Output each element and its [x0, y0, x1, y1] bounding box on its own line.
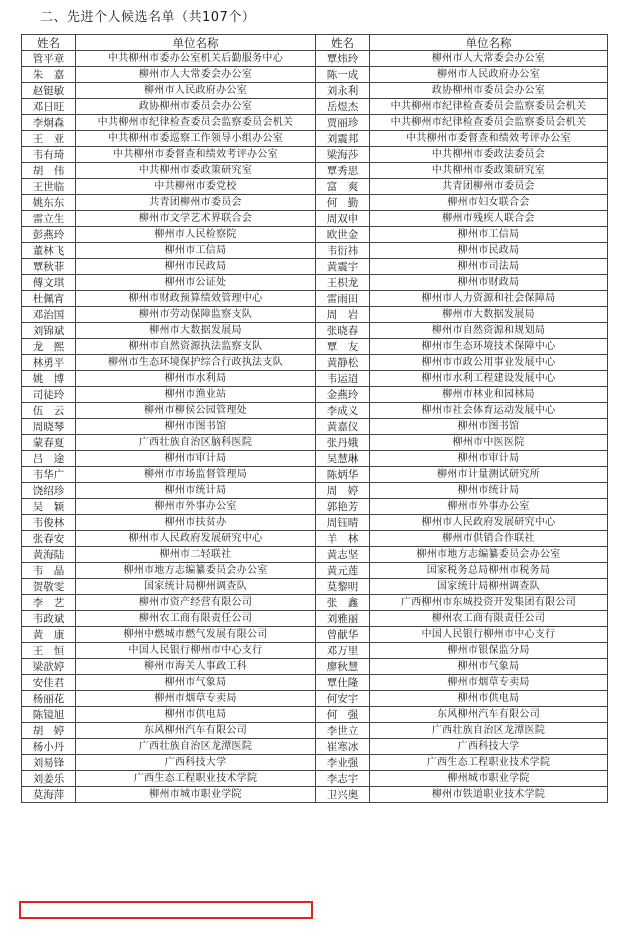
- cell-name-right: 张 鑫: [316, 595, 370, 611]
- cell-name-right: 郭艳芳: [316, 499, 370, 515]
- header-name-right: 姓名: [316, 35, 370, 51]
- cell-org-right: 中共柳州市纪律检查委员会监察委员会机关: [370, 115, 608, 131]
- table-row: [22, 67, 608, 83]
- table-row: [22, 771, 608, 787]
- cell-org-left: 柳州农工商有限责任公司: [76, 611, 316, 627]
- cell-org-right: 柳州市供销合作联社: [370, 531, 608, 547]
- cell-name-right: 吴慧琳: [316, 451, 370, 467]
- cell-org-left: 柳州市自然资源执法监察支队: [76, 339, 316, 355]
- cell-org-right: 柳州市林业和园林局: [370, 387, 608, 403]
- cell-name-right: 覃秀思: [316, 163, 370, 179]
- cell-name-right: 欧世金: [316, 227, 370, 243]
- cell-org-right: 中共柳州市纪律检查委员会监察委员会机关: [370, 99, 608, 115]
- cell-name-left: 覃秋菲: [22, 259, 76, 275]
- cell-name-right: 黄志坚: [316, 547, 370, 563]
- section-title: 二、先进个人候选名单（共107个）: [40, 10, 256, 25]
- cell-name-right: 李志宇: [316, 771, 370, 787]
- cell-name-left: 刘锦斌: [22, 323, 76, 339]
- cell-org-left: 柳州市统计局: [76, 483, 316, 499]
- table-row: [22, 451, 608, 467]
- cell-name-left: 李 艺: [22, 595, 76, 611]
- cell-name-right: 韦衍祎: [316, 243, 370, 259]
- cell-name-left: 杨小丹: [22, 739, 76, 755]
- cell-org-right: 中共柳州市委政法委员会: [370, 147, 608, 163]
- cell-org-right: 柳州市供电局: [370, 691, 608, 707]
- cell-org-left: 中共柳州市委办公室机关后勤服务中心: [76, 51, 316, 67]
- table-row: [22, 291, 608, 307]
- table-row: [22, 83, 608, 99]
- cell-name-right: 黄静松: [316, 355, 370, 371]
- table-row: [22, 627, 608, 643]
- cell-org-right: 柳州市人民政府办公室: [370, 67, 608, 83]
- cell-org-left: 柳州市人大常委会办公室: [76, 67, 316, 83]
- table-row: [22, 659, 608, 675]
- cell-name-right: 张晓春: [316, 323, 370, 339]
- cell-org-left: 柳州市二轻联社: [76, 547, 316, 563]
- cell-org-left: 柳州市地方志编纂委员会办公室: [76, 563, 316, 579]
- cell-org-left: 柳州市市场监督管理局: [76, 467, 316, 483]
- cell-name-left: 刘姜乐: [22, 771, 76, 787]
- cell-org-left: 东风柳州汽车有限公司: [76, 723, 316, 739]
- cell-name-right: 黄震宇: [316, 259, 370, 275]
- cell-name-left: 蒙春夏: [22, 435, 76, 451]
- cell-name-right: 张丹娥: [316, 435, 370, 451]
- cell-name-left: 陈镜旭: [22, 707, 76, 723]
- cell-name-right: 李业强: [316, 755, 370, 771]
- cell-name-right: 邓万里: [316, 643, 370, 659]
- table-row: [22, 147, 608, 163]
- cell-org-left: 柳州市城市职业学院: [76, 787, 316, 803]
- cell-name-left: 姚东东: [22, 195, 76, 211]
- cell-name-right: 羊 林: [316, 531, 370, 547]
- cell-org-right: 广西科技大学: [370, 739, 608, 755]
- cell-org-left: 柳州中燃城市燃气发展有限公司: [76, 627, 316, 643]
- cell-name-left: 安佳君: [22, 675, 76, 691]
- cell-org-left: 柳州市人民政府发展研究中心: [76, 531, 316, 547]
- cell-org-left: 柳州市烟草专卖局: [76, 691, 316, 707]
- cell-name-left: 李炯森: [22, 115, 76, 131]
- cell-name-right: 金燕玲: [316, 387, 370, 403]
- cell-name-left: 王 恒: [22, 643, 76, 659]
- cell-org-right: 中国人民银行柳州市中心支行: [370, 627, 608, 643]
- cell-name-right: 贾丽珍: [316, 115, 370, 131]
- cell-org-right: 柳州市司法局: [370, 259, 608, 275]
- cell-org-right: 柳州市外事办公室: [370, 499, 608, 515]
- table-row: [22, 547, 608, 563]
- cell-name-right: 覃仕隆: [316, 675, 370, 691]
- cell-name-left: 林勇平: [22, 355, 76, 371]
- cell-name-right: 周 岩: [316, 307, 370, 323]
- cell-name-left: 姚 博: [22, 371, 76, 387]
- cell-org-left: 柳州市大数据发展局: [76, 323, 316, 339]
- cell-name-right: 何安宇: [316, 691, 370, 707]
- cell-name-left: 胡 婷: [22, 723, 76, 739]
- cell-org-right: 柳州市残疾人联合会: [370, 211, 608, 227]
- cell-name-left: 韦有琦: [22, 147, 76, 163]
- table-row: [22, 563, 608, 579]
- cell-org-left: 柳州市水利局: [76, 371, 316, 387]
- cell-name-left: 王世临: [22, 179, 76, 195]
- cell-name-right: 富 爽: [316, 179, 370, 195]
- highlight-box: [19, 901, 313, 919]
- cell-name-left: 周晓琴: [22, 419, 76, 435]
- cell-org-right: 柳州市社会体育运动发展中心: [370, 403, 608, 419]
- cell-name-left: 管平章: [22, 51, 76, 67]
- cell-name-left: 杨丽花: [22, 691, 76, 707]
- cell-name-right: 刘雅丽: [316, 611, 370, 627]
- cell-name-right: 廖秋慧: [316, 659, 370, 675]
- cell-org-right: 柳州市银保监分局: [370, 643, 608, 659]
- cell-name-right: 周钰晴: [316, 515, 370, 531]
- cell-name-right: 莫黎明: [316, 579, 370, 595]
- cell-name-left: 王 亚: [22, 131, 76, 147]
- cell-name-left: 吴 颖: [22, 499, 76, 515]
- cell-org-right: 共青团柳州市委员会: [370, 179, 608, 195]
- table-row: [22, 467, 608, 483]
- table-row: [22, 419, 608, 435]
- cell-org-right: 柳州市水利工程建设发展中心: [370, 371, 608, 387]
- cell-org-left: 中共柳州市纪律检查委员会监察委员会机关: [76, 115, 316, 131]
- table-row: [22, 787, 608, 803]
- table-row: [22, 707, 608, 723]
- cell-org-right: 广西柳州市东城投资开发集团有限公司: [370, 595, 608, 611]
- cell-org-left: 柳州市渔业站: [76, 387, 316, 403]
- cell-name-right: 岳煜杰: [316, 99, 370, 115]
- cell-name-right: 黄嘉仪: [316, 419, 370, 435]
- table-row: [22, 131, 608, 147]
- cell-org-right: 广西生态工程职业技术学院: [370, 755, 608, 771]
- cell-org-left: 柳州市生态环境保护综合行政执法支队: [76, 355, 316, 371]
- table-row: [22, 579, 608, 595]
- table-row: [22, 243, 608, 259]
- cell-name-left: 韦华广: [22, 467, 76, 483]
- cell-org-right: 柳州市自然资源和规划局: [370, 323, 608, 339]
- table-row: [22, 211, 608, 227]
- table-row: [22, 307, 608, 323]
- table-row: [22, 259, 608, 275]
- cell-org-right: 柳州市图书馆: [370, 419, 608, 435]
- cell-org-right: 中共柳州市委政策研究室: [370, 163, 608, 179]
- cell-org-left: 柳州市图书馆: [76, 419, 316, 435]
- cell-name-left: 胡 伟: [22, 163, 76, 179]
- table-row: [22, 275, 608, 291]
- cell-name-left: 黄 康: [22, 627, 76, 643]
- table-row: [22, 371, 608, 387]
- table-row: [22, 515, 608, 531]
- table-row: [22, 339, 608, 355]
- cell-org-left: 中共柳州市委政策研究室: [76, 163, 316, 179]
- cell-name-left: 刘易锋: [22, 755, 76, 771]
- cell-name-left: 朱 嘉: [22, 67, 76, 83]
- cell-org-right: 柳州市工信局: [370, 227, 608, 243]
- cell-org-left: 国家统计局柳州调查队: [76, 579, 316, 595]
- cell-name-left: 司徒玲: [22, 387, 76, 403]
- cell-org-right: 柳州市人力资源和社会保障局: [370, 291, 608, 307]
- table-row: [22, 115, 608, 131]
- cell-name-right: 卫兴奥: [316, 787, 370, 803]
- table-row: [22, 595, 608, 611]
- cell-name-left: 张春安: [22, 531, 76, 547]
- cell-name-left: 伍 云: [22, 403, 76, 419]
- cell-org-left: 柳州市人民检察院: [76, 227, 316, 243]
- cell-org-right: 国家税务总局柳州市税务局: [370, 563, 608, 579]
- table-row: [22, 387, 608, 403]
- cell-org-left: 中共柳州市委巡察工作领导小组办公室: [76, 131, 316, 147]
- cell-name-left: 贺敬雯: [22, 579, 76, 595]
- cell-name-left: 韦 晶: [22, 563, 76, 579]
- cell-name-right: 刘永利: [316, 83, 370, 99]
- table-row: [22, 483, 608, 499]
- cell-name-right: 覃炜玲: [316, 51, 370, 67]
- table-row: [22, 51, 608, 67]
- cell-org-right: 柳州市民政局: [370, 243, 608, 259]
- cell-org-right: 柳州市烟草专卖局: [370, 675, 608, 691]
- table-row: [22, 435, 608, 451]
- cell-name-right: 陈炳华: [316, 467, 370, 483]
- cell-org-right: 柳州市审计局: [370, 451, 608, 467]
- table-row: [22, 755, 608, 771]
- cell-org-left: 柳州市民政局: [76, 259, 316, 275]
- cell-org-right: 柳州市财政局: [370, 275, 608, 291]
- cell-org-right: 东风柳州汽车有限公司: [370, 707, 608, 723]
- cell-org-right: 国家统计局柳州调查队: [370, 579, 608, 595]
- table-row: [22, 691, 608, 707]
- cell-org-right: 柳州市人大常委会办公室: [370, 51, 608, 67]
- cell-org-left: 广西生态工程职业技术学院: [76, 771, 316, 787]
- cell-name-right: 周 婷: [316, 483, 370, 499]
- cell-org-right: 柳州市统计局: [370, 483, 608, 499]
- cell-org-left: 政协柳州市委员会办公室: [76, 99, 316, 115]
- cell-name-right: 刘震邦: [316, 131, 370, 147]
- table-row: [22, 99, 608, 115]
- table-body: [22, 51, 608, 803]
- table-row: [22, 179, 608, 195]
- cell-org-left: 柳州市人民政府办公室: [76, 83, 316, 99]
- candidate-table: [21, 34, 608, 803]
- cell-name-left: 赵铤敏: [22, 83, 76, 99]
- cell-org-left: 中国人民银行柳州市中心支行: [76, 643, 316, 659]
- cell-org-left: 柳州市外事办公室: [76, 499, 316, 515]
- cell-org-right: 政协柳州市委员会办公室: [370, 83, 608, 99]
- cell-name-left: 傅文琪: [22, 275, 76, 291]
- cell-name-left: 董林飞: [22, 243, 76, 259]
- cell-org-right: 柳州市计量测试研究所: [370, 467, 608, 483]
- cell-org-left: 广西科技大学: [76, 755, 316, 771]
- cell-org-right: 柳州农工商有限责任公司: [370, 611, 608, 627]
- header-org-left: 单位名称: [76, 35, 316, 51]
- cell-name-right: 韦运迢: [316, 371, 370, 387]
- table-row: [22, 739, 608, 755]
- cell-org-right: 柳州市大数据发展局: [370, 307, 608, 323]
- table-row: [22, 227, 608, 243]
- cell-org-left: 柳州市供电局: [76, 707, 316, 723]
- cell-name-right: 王枳龙: [316, 275, 370, 291]
- cell-name-left: 龙 熙: [22, 339, 76, 355]
- cell-org-left: 共青团柳州市委员会: [76, 195, 316, 211]
- cell-org-left: 广西壮族自治区龙潭医院: [76, 739, 316, 755]
- cell-org-left: 柳州市海关人事政工科: [76, 659, 316, 675]
- header-name-left: 姓名: [22, 35, 76, 51]
- cell-org-right: 柳州市地方志编纂委员会办公室: [370, 547, 608, 563]
- cell-org-right: 柳州市气象局: [370, 659, 608, 675]
- table-row: [22, 499, 608, 515]
- cell-name-left: 黄海陆: [22, 547, 76, 563]
- cell-org-left: 柳州市财政预算绩效管理中心: [76, 291, 316, 307]
- cell-name-right: 何 勤: [316, 195, 370, 211]
- cell-org-left: 柳州市文学艺术界联合会: [76, 211, 316, 227]
- cell-name-right: 何 强: [316, 707, 370, 723]
- cell-name-left: 莫海萍: [22, 787, 76, 803]
- table-row: [22, 323, 608, 339]
- cell-name-right: 周双申: [316, 211, 370, 227]
- cell-org-right: 广西壮族自治区龙潭医院: [370, 723, 608, 739]
- cell-org-left: 中共柳州市委党校: [76, 179, 316, 195]
- table-row: [22, 403, 608, 419]
- header-org-right: 单位名称: [370, 35, 608, 51]
- cell-name-left: 彭燕玲: [22, 227, 76, 243]
- cell-name-right: 李世立: [316, 723, 370, 739]
- cell-org-right: 中共柳州市委督查和绩效考评办公室: [370, 131, 608, 147]
- cell-name-right: 雷雨田: [316, 291, 370, 307]
- table-row: [22, 163, 608, 179]
- table-row: [22, 643, 608, 659]
- cell-org-left: 柳州市审计局: [76, 451, 316, 467]
- cell-org-left: 柳州市公证处: [76, 275, 316, 291]
- cell-name-left: 吕 途: [22, 451, 76, 467]
- cell-name-right: 梁海莎: [316, 147, 370, 163]
- table-row: [22, 531, 608, 547]
- cell-org-left: 柳州市资产经营有限公司: [76, 595, 316, 611]
- cell-name-left: 雷立生: [22, 211, 76, 227]
- cell-org-left: 柳州市劳动保障监察支队: [76, 307, 316, 323]
- cell-org-right: 柳州市人民政府发展研究中心: [370, 515, 608, 531]
- cell-org-left: 广西壮族自治区脑科医院: [76, 435, 316, 451]
- cell-name-right: 覃 友: [316, 339, 370, 355]
- table-row: [22, 195, 608, 211]
- cell-name-left: 杜佩宵: [22, 291, 76, 307]
- cell-name-right: 陈一成: [316, 67, 370, 83]
- cell-org-left: 中共柳州市委督查和绩效考评办公室: [76, 147, 316, 163]
- cell-name-left: 韦俊林: [22, 515, 76, 531]
- cell-name-right: 曾献华: [316, 627, 370, 643]
- cell-name-right: 黄元莲: [316, 563, 370, 579]
- table-row: [22, 675, 608, 691]
- cell-org-right: 柳州市铁道职业技术学院: [370, 787, 608, 803]
- cell-org-right: 柳州市市政公用事业发展中心: [370, 355, 608, 371]
- cell-name-left: 邓治国: [22, 307, 76, 323]
- cell-org-right: 柳州城市职业学院: [370, 771, 608, 787]
- table-header-row: [22, 35, 608, 51]
- cell-org-right: 柳州市生态环境技术保障中心: [370, 339, 608, 355]
- table-row: [22, 723, 608, 739]
- cell-org-left: 柳州市柳侯公园管理处: [76, 403, 316, 419]
- cell-org-right: 柳州市中医医院: [370, 435, 608, 451]
- cell-name-left: 饶绍珍: [22, 483, 76, 499]
- cell-org-left: 柳州市气象局: [76, 675, 316, 691]
- cell-org-left: 柳州市扶贫办: [76, 515, 316, 531]
- table-row: [22, 611, 608, 627]
- cell-name-left: 梁歆婷: [22, 659, 76, 675]
- cell-name-right: 崔寒冰: [316, 739, 370, 755]
- cell-org-right: 柳州市妇女联合会: [370, 195, 608, 211]
- cell-name-left: 邓日旺: [22, 99, 76, 115]
- cell-name-left: 韦政斌: [22, 611, 76, 627]
- cell-org-left: 柳州市工信局: [76, 243, 316, 259]
- cell-name-right: 李成义: [316, 403, 370, 419]
- table-row: [22, 355, 608, 371]
